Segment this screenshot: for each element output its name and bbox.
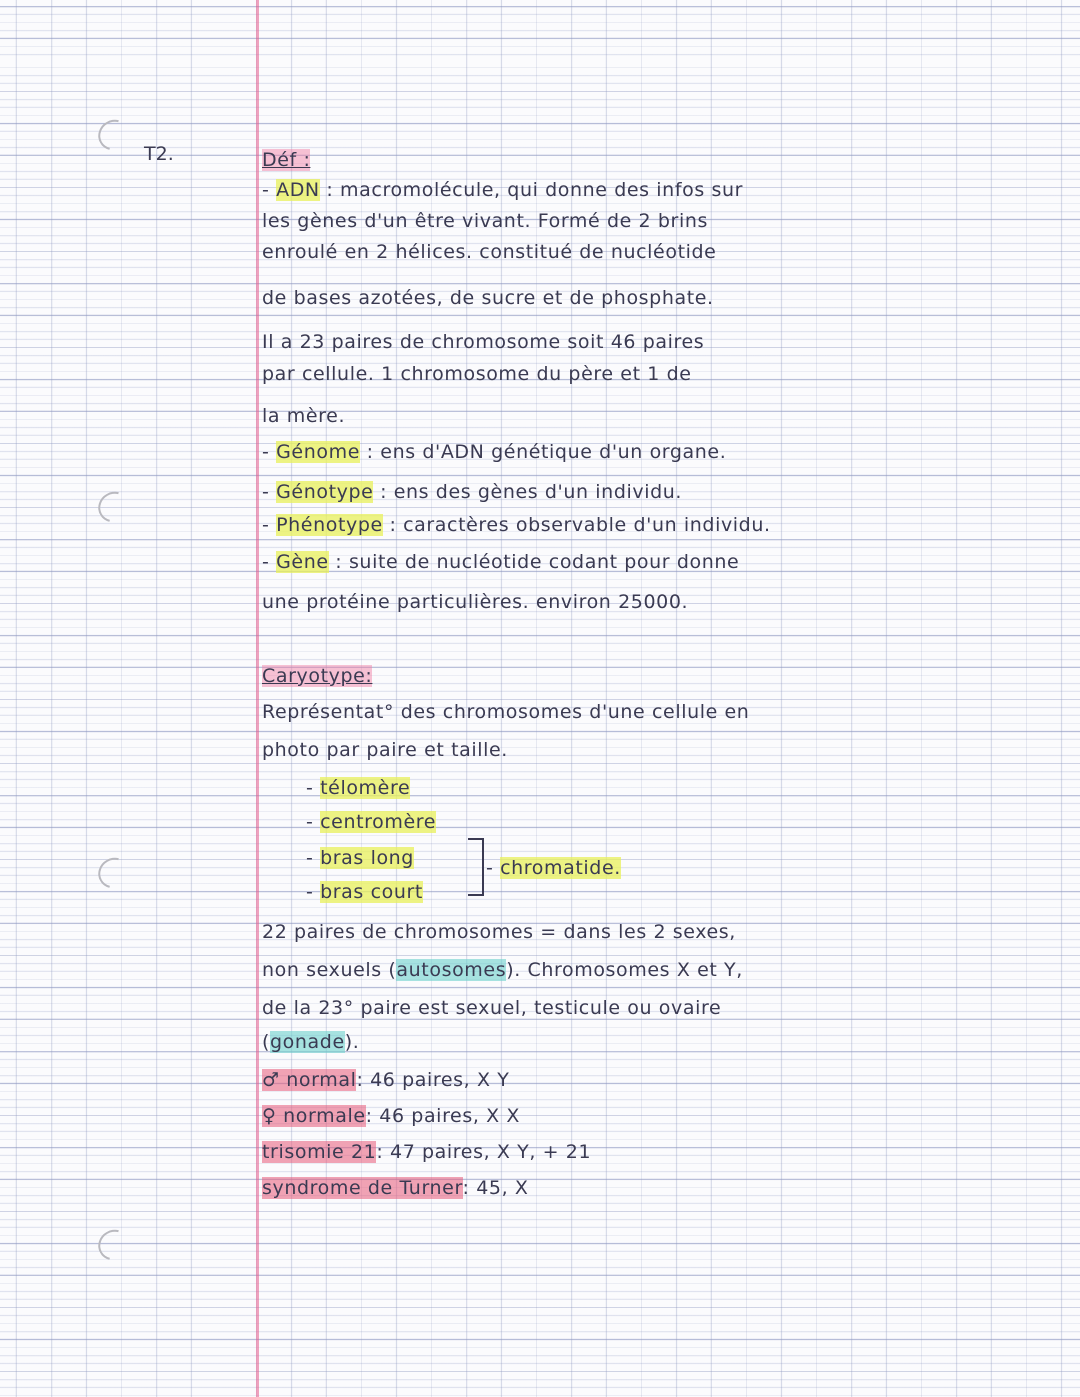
binder-hole (93, 1224, 136, 1266)
pairs-text: ( (262, 1031, 271, 1053)
structure-item: - télomère (306, 777, 411, 799)
term-phenotype: Phénotype (276, 514, 383, 536)
definitions-heading (262, 148, 310, 172)
term-line: - Génome : ens d'ADN génétique d'un organe. (262, 441, 727, 463)
term-text: : suite de nucléotide codant pour donne (335, 551, 740, 573)
definition-line: - ADN : macromolécule, qui donne des infos sur (262, 179, 744, 201)
case-label: ♀ normale (262, 1105, 366, 1127)
definition-line: enroulé en 2 hélices. constitué de nucléotide (262, 241, 717, 263)
definition-text: : macromolécule, qui donne des infos sur (326, 179, 744, 201)
caryotype-title: Caryotype: (262, 665, 373, 687)
case-label: syndrome de Turner (262, 1177, 463, 1199)
term-adn: ADN (276, 179, 320, 201)
term-genotype: Génotype (276, 481, 374, 503)
definition-line: les gènes d'un être vivant. Formé de 2 brins (262, 210, 708, 232)
term-line: - Gène : suite de nucléotide codant pour donne (262, 551, 740, 573)
pairs-line (262, 958, 743, 982)
autosomes-label: autosomes (396, 959, 507, 981)
gonade-label: gonade (270, 1031, 345, 1053)
binder-hole (93, 486, 136, 528)
chromatide-line: - chromatide. (486, 857, 621, 879)
caryotype-line: Représentat° des chromosomes d'une cellule en (262, 701, 750, 723)
term-line: - Phénotype : caractères observable d'un individu. (262, 514, 771, 536)
structure-item: - centromère (306, 811, 437, 833)
chapter-label: T2. (144, 143, 174, 165)
case-line (262, 1104, 520, 1128)
structure-label: bras court (320, 881, 423, 903)
term-line: - Génotype : ens des gènes d'un individu. (262, 481, 683, 503)
pairs-text: non sexuels ( (262, 959, 397, 981)
definition-line: la mère. (262, 405, 346, 427)
pairs-line: de la 23° paire est sexuel, testicule ou ovaire (262, 997, 722, 1019)
term-gene: Gène (276, 551, 329, 573)
case-line (262, 1140, 591, 1164)
definition-line: de bases azotées, de sucre et de phosphate. (262, 287, 714, 309)
case-text: : 46 paires, X X (365, 1105, 520, 1127)
binder-hole (93, 852, 136, 894)
case-label: trisomie 21 (262, 1141, 377, 1163)
term-text: : ens des gènes d'un individu. (380, 481, 683, 503)
pairs-line (262, 1030, 359, 1054)
term-text: : ens d'ADN génétique d'un organe. (366, 441, 727, 463)
case-text: : 46 paires, X Y (356, 1069, 510, 1091)
structure-label: bras long (320, 847, 414, 869)
caryotype-heading (262, 664, 372, 688)
pairs-text: ). (344, 1031, 360, 1053)
case-text: : 47 paires, X Y, + 21 (376, 1141, 592, 1163)
structure-bracket (468, 838, 484, 896)
structure-item: - bras court (306, 881, 423, 903)
case-label: ♂ normal (262, 1069, 357, 1091)
case-line (262, 1176, 528, 1200)
structure-label: télomère (320, 777, 411, 799)
heading-text: Déf : (262, 149, 311, 171)
definition-line: par cellule. 1 chromosome du père et 1 de (262, 363, 692, 385)
term-genome: Génome (276, 441, 360, 463)
definition-line: Il a 23 paires de chromosome soit 46 paires (262, 331, 705, 353)
case-line (262, 1068, 509, 1092)
binder-hole (93, 114, 136, 156)
pairs-text: ). Chromosomes X et Y, (506, 959, 743, 981)
pairs-line: 22 paires de chromosomes = dans les 2 sexes, (262, 921, 736, 943)
structure-item: - bras long (306, 847, 414, 869)
term-line: une protéine particulières. environ 25000. (262, 591, 689, 613)
chromatide-label: chromatide. (500, 857, 621, 879)
case-text: : 45, X (462, 1177, 529, 1199)
term-text: : caractères observable d'un individu. (389, 514, 771, 536)
caryotype-line: photo par paire et taille. (262, 739, 508, 761)
structure-label: centromère (320, 811, 437, 833)
